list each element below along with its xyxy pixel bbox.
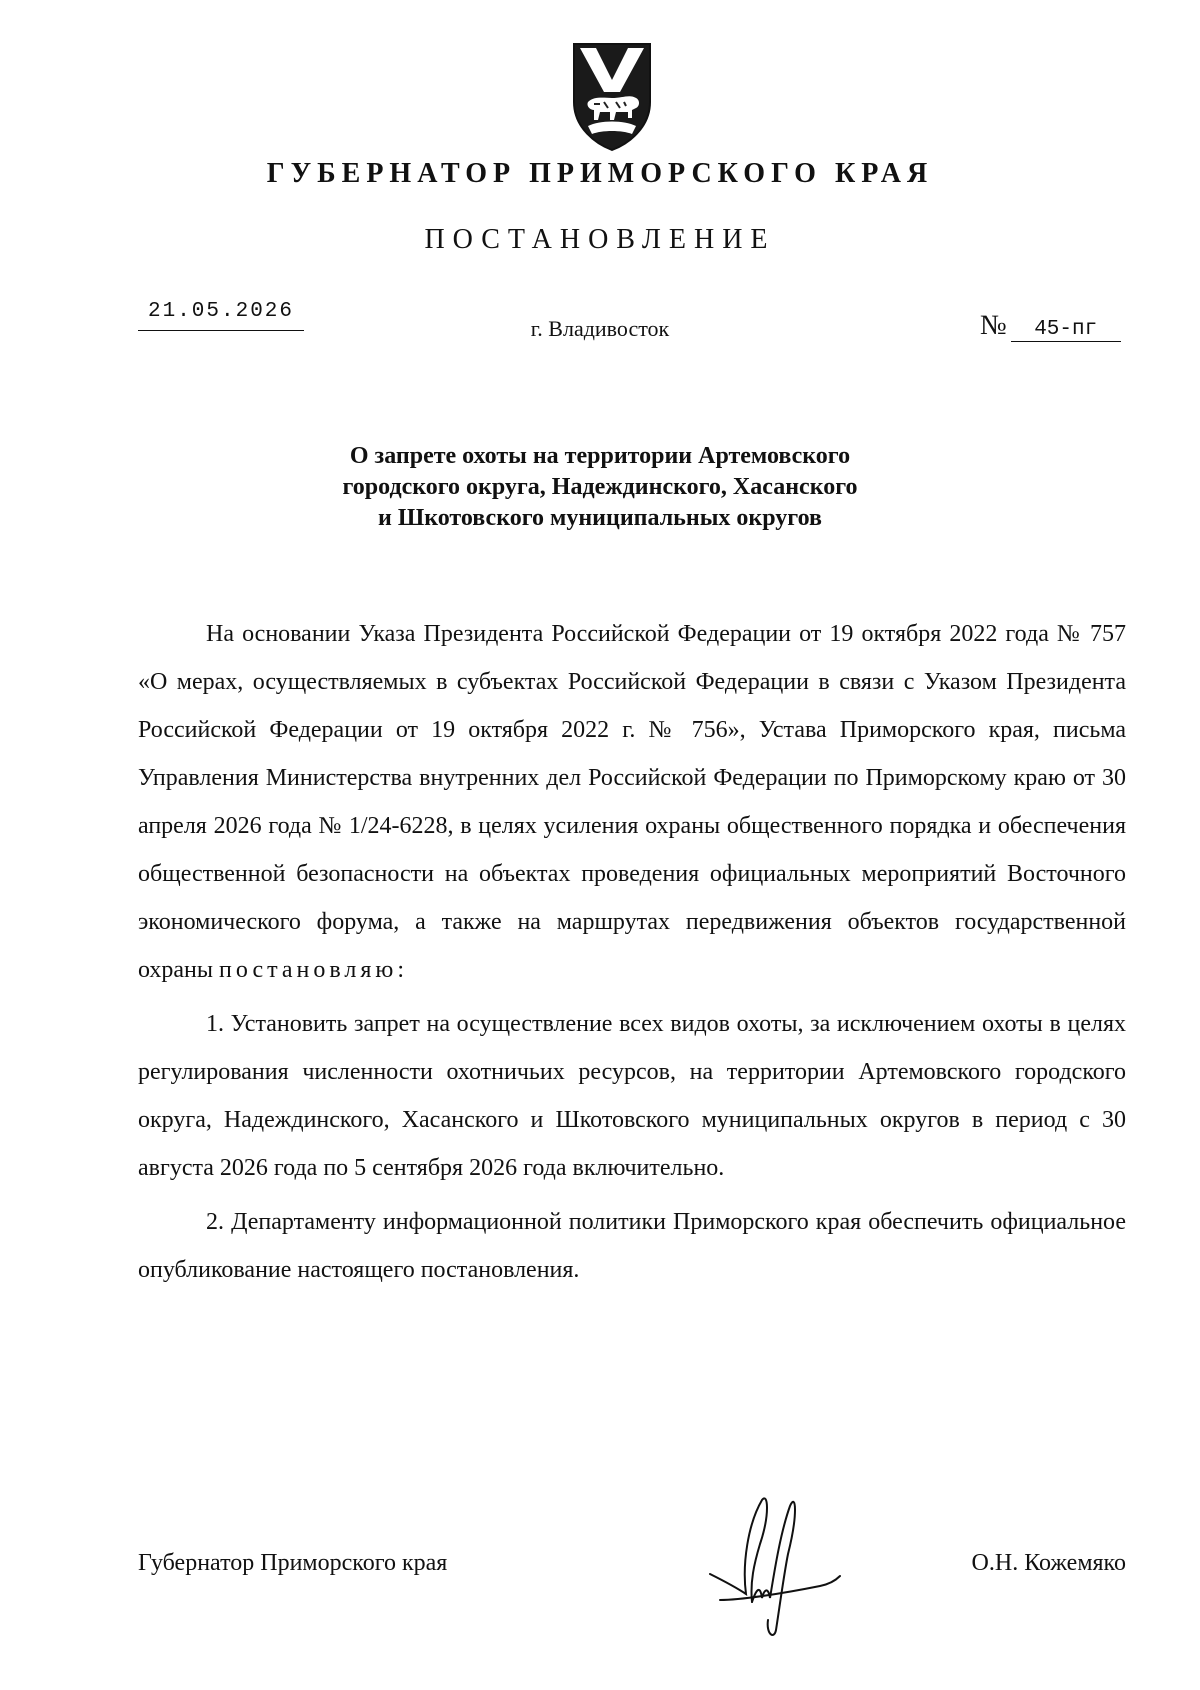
number-sign: № xyxy=(980,310,1007,341)
number-value: 45-пг xyxy=(1011,318,1121,342)
signatory-name: О.Н. Кожемяко xyxy=(971,1550,1126,1576)
title-line: городского округа, Надеждинского, Хасанского xyxy=(342,474,858,500)
preamble-text: На основании Указа Президента Российской Федерации от 19 октября 2022 года № 757 «О мерах, осуществляемых в субъектах Российской Федерации в связи с Указом Президента Российской Федерации от 19 октября 2022 г. № 756», Устава Приморского края, письма Управления Министерства внутренних дел Российской Федерации по Приморскому краю от 30 апреля 2026 года № 1/24-6228, в целях усиления охраны общественного порядка и обеспечения общественной безопасности на объектах проведения официальных мероприятий Восточного экономического форума, а также на маршрутах передвижения объектов государственной охраны xyxy=(138,621,1126,983)
document-date: 21.05.2026 xyxy=(138,294,304,331)
document-city: г. Владивосток xyxy=(530,316,670,341)
coat-of-arms-icon xyxy=(570,40,654,152)
title-line: О запрете охоты на территории Артемовского xyxy=(349,443,851,469)
document-title xyxy=(0,441,1200,534)
document-type: ПОСТАНОВЛЕНИЕ xyxy=(424,224,776,255)
decree-word: постановляю: xyxy=(219,957,409,983)
issuing-authority: ГУБЕРНАТОР ПРИМОРСКОГО КРАЯ xyxy=(266,158,934,189)
signatory-position: Губернатор Приморского края xyxy=(138,1550,448,1576)
preamble-paragraph xyxy=(138,610,1126,994)
title-line: и Шкотовского муниципальных округов xyxy=(378,505,822,531)
document-body xyxy=(138,610,1126,1294)
handwritten-signature xyxy=(680,1494,860,1644)
clause-1: 1. Установить запрет на осуществление всех видов охоты, за исключением охоты в целях регулирования численности охотничьих ресурсов, на территории Артемовского городского округа, Надеждинского, Хасанского и Шкотовского муниципальных округов в период с 30 августа 2026 года по 5 сентября 2026 года включительно. xyxy=(138,1011,1126,1181)
document-number xyxy=(980,310,1121,346)
clause-2: 2. Департаменту информационной политики Приморского края обеспечить официальное опубликование настоящего постановления. xyxy=(138,1209,1126,1283)
